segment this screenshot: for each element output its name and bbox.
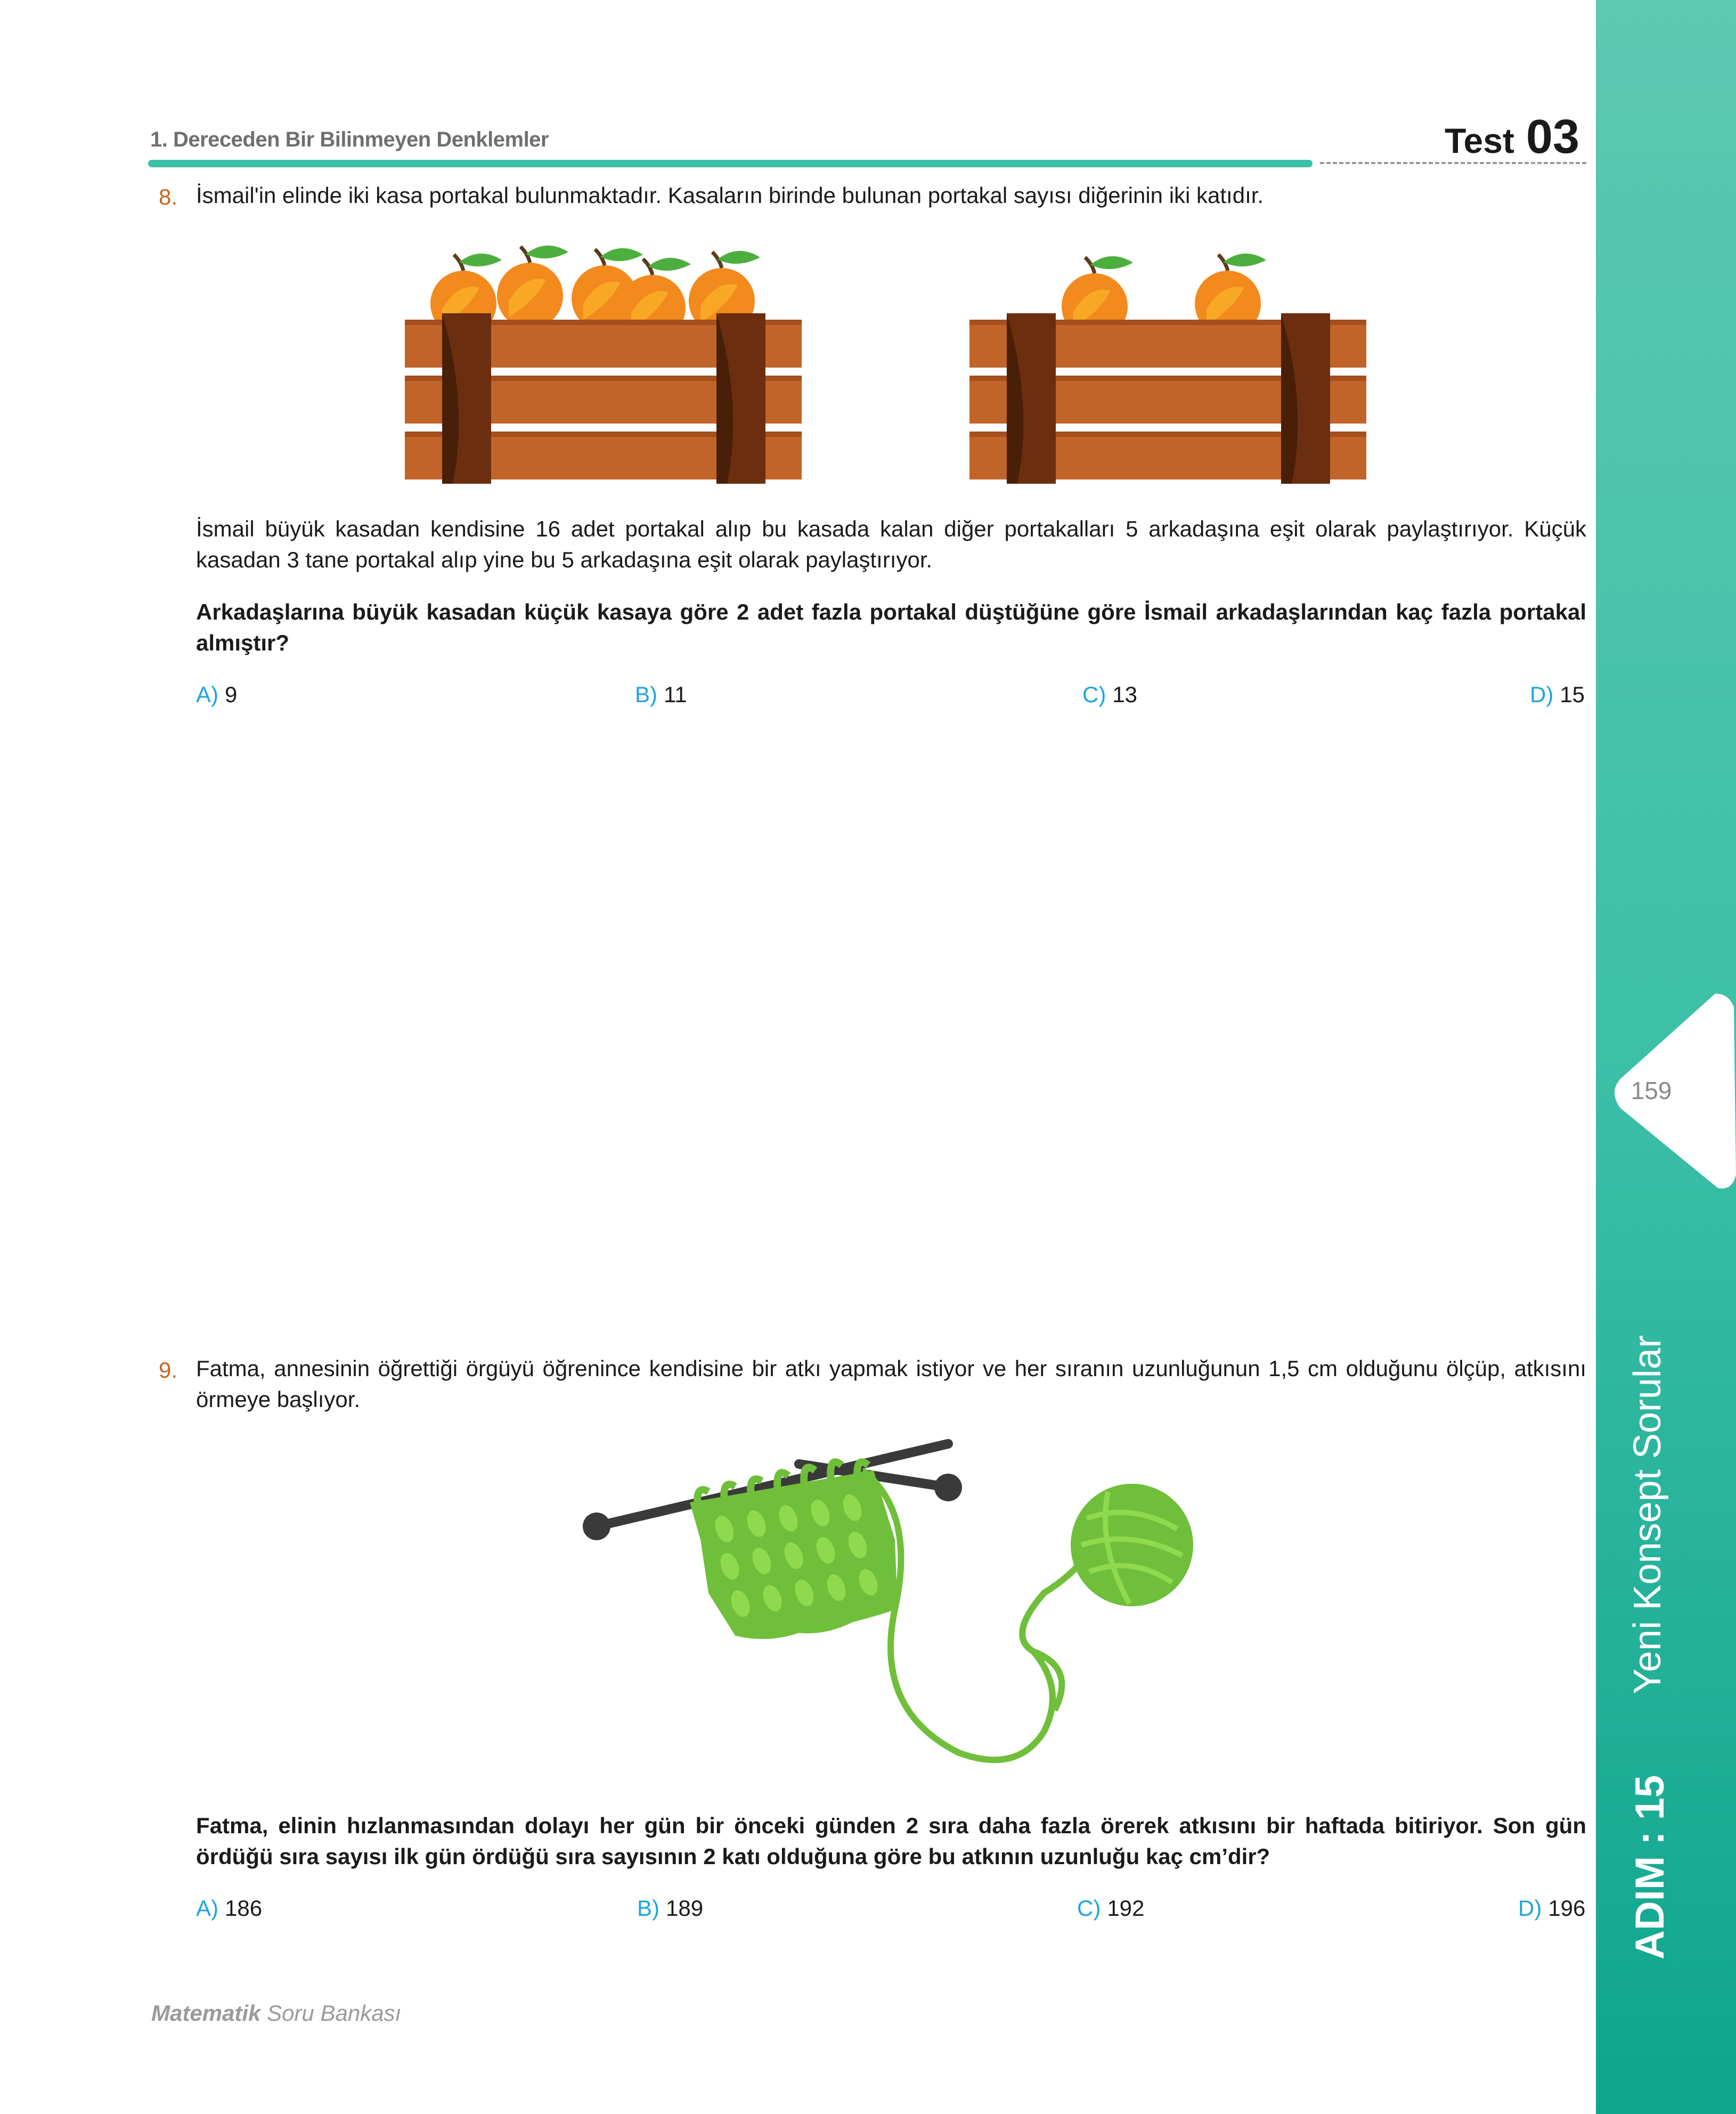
q9-option-d[interactable]: D) 196 <box>1518 1896 1586 1921</box>
question-8-number: 8. <box>159 184 178 209</box>
chapter-underline <box>148 160 1313 167</box>
step-label: ADIM : 15 <box>1627 1775 1673 1959</box>
question-9-prompt: Fatma, elinin hızlanmasından dolayı her gün bir önceki günden 2 sıra daha fazla örerek atkısını bir haftada bitiriyor. Son gün ördüğü sıra sayısı ilk gün ördüğü sıra sayısının 2 katı olduğuna göre bu atkının uzunluğu kaç cm’dir? <box>196 1813 1586 1869</box>
orange-crates-illustration <box>405 245 1374 490</box>
page-number: 159 <box>1631 1077 1672 1104</box>
knitting-illustration <box>575 1433 1204 1779</box>
q8-option-d[interactable]: D) 15 <box>1530 682 1585 707</box>
q9-option-a[interactable]: A) 186 <box>196 1896 263 1921</box>
footer-book: Soru Bankası <box>267 2001 402 2026</box>
q8-option-b[interactable]: B) 11 <box>635 682 687 707</box>
q9-option-c[interactable]: C) 192 <box>1077 1896 1145 1921</box>
test-label <box>1445 110 1579 165</box>
chapter-title: 1. Dereceden Bir Bilinmeyen Denklemler <box>150 128 549 151</box>
test-number: 03 <box>1526 110 1579 164</box>
section-title: Yeni Konsept Sorular <box>1626 1335 1669 1694</box>
footer-subject: Matematik <box>151 2001 261 2026</box>
q8-option-c[interactable]: C) 13 <box>1082 682 1138 707</box>
test-word: Test <box>1445 121 1514 160</box>
footer <box>151 2001 401 2026</box>
question-9-number: 9. <box>159 1357 178 1383</box>
question-8-body: İsmail büyük kasadan kendisine 16 adet portakal alıp bu kasada kalan diğer portakalları 5 arkadaşına eşit olarak paylaştırıyor. Küçük kasadan 3 tane portakal alıp yine bu 5 arkadaşına eşit olarak paylaştırıyor. <box>196 516 1586 572</box>
q8-option-a[interactable]: A) 9 <box>196 682 238 707</box>
q9-option-b[interactable]: B) 189 <box>637 1896 704 1921</box>
question-8-intro: İsmail'in elinde iki kasa portakal bulunmaktadır. Kasaların birinde bulunan portakal sayısı diğerinin iki katıdır. <box>196 183 1264 208</box>
question-8-prompt: Arkadaşlarına büyük kasadan küçük kasaya göre 2 adet fazla portakal düştüğüne göre İsmail arkadaşlarından kaç fazla portakal almıştır? <box>196 599 1586 655</box>
question-9-intro: Fatma, annesinin öğrettiği örgüyü öğrenince kendisine bir atkı yapmak istiyor ve her sıranın uzunluğunun 1,5 cm olduğunu ölçüp, atkısını örmeye başlıyor. <box>196 1356 1586 1412</box>
